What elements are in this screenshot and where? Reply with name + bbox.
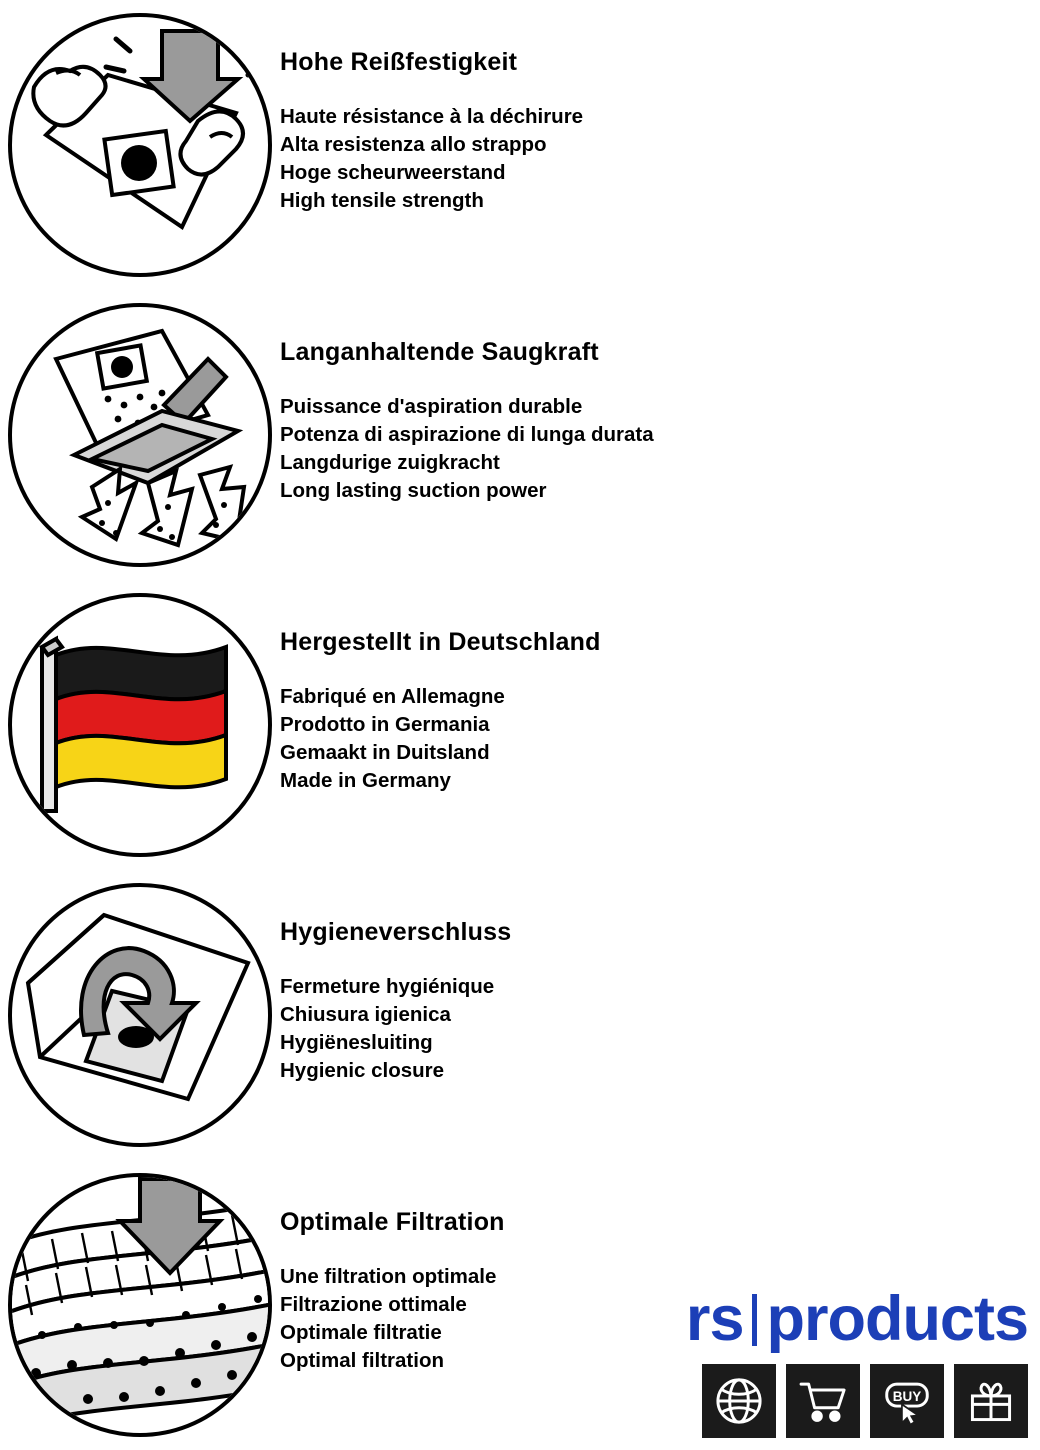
brand-divider [752, 1294, 757, 1346]
feature-icon-container [0, 870, 280, 1160]
feature-translation: Hygienic closure [280, 1059, 445, 1082]
feature-text [280, 580, 601, 795]
shopping-cart-icon[interactable] [786, 1364, 860, 1438]
brand-name-part1: rs [685, 1284, 744, 1354]
feature-text [280, 290, 654, 505]
feature-text [280, 870, 511, 1085]
feature-row [0, 290, 1040, 580]
feature-translation: Potenza di aspirazione di lunga durata [280, 423, 654, 446]
feature-translation: Filtrazione ottimale [280, 1293, 467, 1316]
feature-text [280, 1160, 505, 1375]
brand-badges [638, 1364, 1028, 1438]
feature-title: Hygieneverschluss [280, 918, 512, 946]
feature-translation: Hygiënesluiting [280, 1031, 433, 1054]
feature-row [0, 870, 1040, 1160]
feature-translation: Alta resistenza allo strappo [280, 133, 547, 156]
feature-translation: High tensile strength [280, 189, 484, 212]
brand-name-part2: products [766, 1284, 1028, 1354]
feature-icon-container [0, 290, 280, 580]
feature-translation: Fabriqué en Allemagne [280, 685, 505, 708]
buy-button-icon[interactable] [870, 1364, 944, 1438]
feature-icon-container [0, 580, 280, 870]
feature-translation: Prodotto in Germania [280, 713, 490, 736]
globe-icon[interactable] [702, 1364, 776, 1438]
filtration-layers-icon [8, 1173, 272, 1437]
feature-translation: Langdurige zuigkracht [280, 451, 500, 474]
feature-text [280, 0, 583, 215]
feature-row [0, 580, 1040, 870]
feature-translation: Gemaakt in Duitsland [280, 741, 490, 764]
feature-translation: Optimal filtration [280, 1349, 444, 1372]
feature-translation: Made in Germany [280, 769, 451, 792]
svg-text:BUY: BUY [892, 1389, 922, 1404]
feature-icon-container [0, 0, 280, 290]
feature-translation: Haute résistance à la déchirure [280, 105, 584, 128]
feature-translation: Long lasting suction power [280, 479, 547, 502]
feature-title: Langanhaltende Saugkraft [280, 338, 599, 366]
feature-translation: Chiusura igienica [280, 1003, 451, 1026]
feature-title: Optimale Filtration [280, 1208, 505, 1236]
feature-title: Hergestellt in Deutschland [280, 628, 601, 656]
suction-power-icon [8, 303, 272, 567]
feature-translation: Hoge scheurweerstand [280, 161, 506, 184]
german-flag-icon [8, 593, 272, 857]
brand-wordmark [638, 1284, 1028, 1354]
tear-resistance-icon [8, 13, 272, 277]
feature-title: Hohe Reißfestigkeit [280, 48, 518, 76]
feature-row [0, 0, 1040, 290]
feature-translation: Une filtration optimale [280, 1265, 497, 1288]
gift-box-icon[interactable] [954, 1364, 1028, 1438]
feature-translation: Optimale filtratie [280, 1321, 442, 1344]
hygienic-closure-icon [8, 883, 272, 1147]
feature-translation: Fermeture hygiénique [280, 975, 495, 998]
brand-logo-block [638, 1284, 1028, 1438]
feature-icon-container [0, 1160, 280, 1450]
feature-translation: Puissance d'aspiration durable [280, 395, 583, 418]
